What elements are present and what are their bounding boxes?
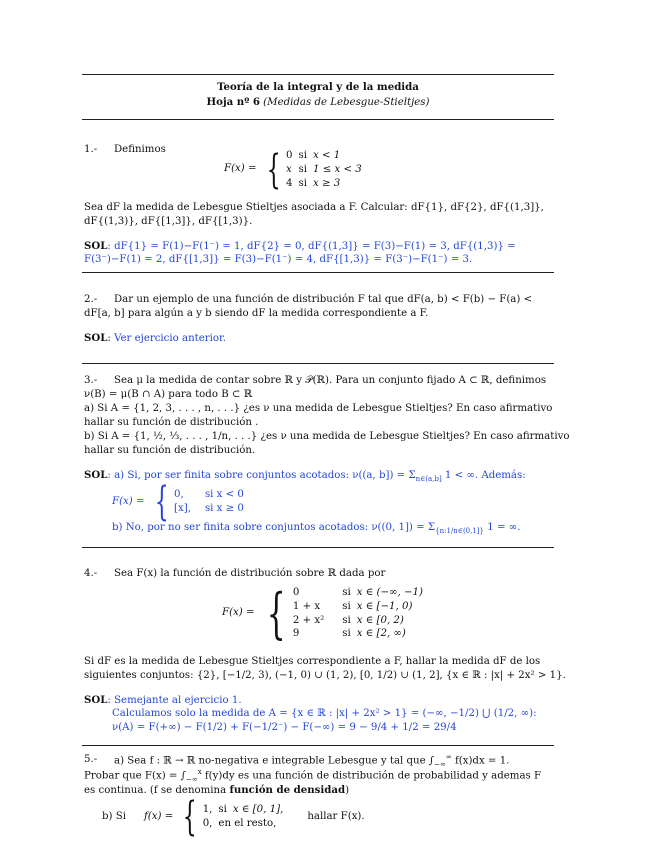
ex3-piecewise [112,479,250,525]
case-condition: si x ≥ 0 [204,503,244,514]
ex4-number: 4.- [84,568,98,579]
case-value: [x], [174,503,191,514]
case-si: si [342,614,351,626]
case-si: si [298,150,307,161]
ex5-text-1b: f(x)dx = 1. [451,755,510,767]
ex3-text-4: hallar su función de distribución . [84,417,259,428]
sol-label: SOL [84,694,108,706]
ex3-brace: { [154,479,169,525]
ex5-text-2b: f(y)dy es una función de distribución de probabilidad y ademas F [201,770,542,782]
case-row [293,600,429,614]
ex5-cases [203,803,290,831]
case-condition: si x < 0 [204,489,244,501]
ex5-fx: f(x) = [143,810,174,822]
header-top-rule [82,74,554,75]
ex3-text-3: a) Si A = {1, 2, 3, . . . , n, . . .} ¿es ν una medida de Lebesgue Stieltjes? En caso afirmativo [84,403,553,414]
ex5-text-3a: es continua. (f se denomina [84,785,230,796]
ex4-solution-3: ν(A) = F(+∞) − F(1/2) + F(−1/2⁻) − F(−∞) = 9 − 9/4 + 1/2 = 29/4 [112,722,457,733]
case-si: si [298,163,307,175]
ex5-text-3c: ) [345,785,350,796]
ex4-cases [293,586,429,641]
sheet-subtitle: (Medidas de Lebesgue-Stieltjes) [263,97,430,108]
ex5-number: 5.- [84,754,98,765]
ex5-int2-upper: x [197,768,202,776]
ex2-sol-text: Ver ejercicio anterior. [114,333,227,344]
ex5-b-label: b) Si [102,810,126,822]
ex4-text-1: Si dF es la medida de Lebesgue Stieltjes correspondiente a F, hallar la medida dF de los [84,656,541,667]
case-si: si [342,587,351,598]
case-row [174,502,250,516]
page-title: Teoría de la integral y de la medida [217,81,419,93]
case-row [203,803,290,817]
case-value: 0 [292,587,300,598]
ex5-brace: { [182,794,197,840]
ex3-text-5: b) Si A = {1, ½, ⅓, . . . , 1/n, . . .} ¿es ν una medida de Lebesgue Stieltjes? En caso afirmativo [84,431,570,442]
case-condition: x ≥ 3 [312,177,341,189]
ex3-sol-b-end: 1 = ∞. [484,522,521,533]
ex3-number: 3.- [84,375,98,386]
ex3-sol-a-end: 1 < ∞. Además: [441,470,526,481]
case-condition: x ∈ [0, 1], [232,804,284,816]
header-bottom-rule [82,119,554,120]
case-row [286,163,368,177]
ex2-text-1: Dar un ejemplo de una función de distribución F tal que dF(a, b) < F(b) − F(a) < [114,294,533,305]
ex4-rule [82,745,554,746]
ex3-text-6: hallar su función de distribución. [84,445,256,456]
ex1-cases [286,149,368,190]
ex3-sol-b: b) No, por no ser finita sobre conjuntos acotados: ν((0, 1]) = Σ [112,522,436,533]
ex2-solution: SOL: Ver ejercicio anterior. [84,332,227,344]
ex1-number: 1.- [84,144,98,155]
ex1-text-2: dF{(1,3)}, dF{[1,3]}, dF{[1,3)}. [84,216,253,227]
case-condition: x ∈ [2, ∞) [356,628,406,640]
case-value: 1, [202,804,213,816]
case-value: 0, [202,818,213,829]
ex4-piecewise [222,581,429,645]
sol-label: SOL [84,469,108,481]
ex1-piecewise [224,146,368,193]
ex3-sol-a: : a) Si, por ser finita sobre conjuntos acotados: ν((a, b]) = Σ [107,470,416,481]
case-si: si [342,628,351,640]
ex4-fx: F(x) = [222,607,255,619]
case-si: si [298,177,307,189]
ex5-text-2a: Probar que F(x) = ∫ [84,770,186,782]
sheet-line [82,95,554,110]
case-condition: x ∈ [0, 2) [356,614,404,626]
case-row [293,614,429,628]
ex3-sol-b-sub: {n:1/n∈(0,1]} [435,527,484,536]
case-value: 9 [292,628,300,640]
case-value: 4 [286,177,293,189]
ex4-sol-1: : Semejante al ejercicio 1. [107,695,242,706]
ex2-number: 2.- [84,294,98,305]
case-value: 0, [174,489,184,501]
ex1-brace: { [266,146,281,193]
ex5-part-b [102,794,365,840]
case-row [203,817,290,831]
ex4-brace: { [266,581,286,645]
ex3-sol-a-sub: n∈(a,b] [415,475,442,484]
ex3-cases [174,488,250,516]
case-row [293,627,429,641]
ex1-rule [82,272,554,273]
case-condition: x ∈ [−1, 0) [356,600,413,612]
case-condition: x < 1 [312,150,341,161]
case-row [286,177,368,191]
case-si: si [218,804,227,816]
case-condition: 1 ≤ x < 3 [312,163,362,175]
case-si: si [342,600,351,612]
ex4-solution-2: Calculamos solo la medida de A = {x ∈ ℝ : |x| + 2x² > 1} = (−∞, −1/2) ⋃ (1/2, ∞): [112,708,537,719]
case-condition: en el resto, [218,818,277,829]
ex1-sol-line-1: : dF{1} = F(1)−F(1⁻) = 1, dF{2} = 0, dF{(1,3]} = F(3)−F(1) = 3, dF{(1,3)} = [107,241,516,252]
ex1-solution-2: F(3⁻)−F(1) = 2, dF{[1,3]} = F(3)−F(1⁻) = 4, dF{[1,3)} = F(3⁻)−F(1⁻) = 3. [84,254,473,265]
ex5-text-3b: función de densidad [229,784,346,796]
ex1-text-1: Sea dF la medida de Lebesgue Stieltjes asociada a F. Calcular: dF{1}, dF{2}, dF{(1,3]}, [84,202,544,213]
ex3-solution-b [112,521,520,537]
ex5-int1-lower: −∞ [434,760,446,769]
ex4-text-2: siguientes conjuntos: {2}, [−1/2, 3), (−1, 0) ∪ (1, 2), [0, 1/2) ∪ (1, 2], {x ∈ ℝ : |x| + 2x² > 1}. [84,670,566,681]
ex1-intro: Definimos [114,144,166,155]
case-condition: x ∈ (−∞, −1) [356,587,423,598]
sol-label: SOL [84,332,108,344]
ex3-text-2: ν(B) = μ(B ∩ A) para todo B ⊂ ℝ [84,389,253,400]
ex1-fx: F(x) = [224,163,257,175]
ex5-b-end: hallar F(x). [307,810,365,822]
case-row [293,586,429,600]
sol-label: SOL [84,240,108,252]
case-value: 0 [286,150,293,161]
sheet-label: Hoja nº 6 [206,96,260,108]
ex2-rule [82,363,554,364]
ex5-int1-upper: ∞ [445,753,452,761]
ex3-rule [82,547,554,548]
ex3-fx: F(x) = [112,495,145,507]
ex5-text-1a: a) Sea f : ℝ → ℝ no-negativa e integrable Lebesgue y tal que ∫ [114,755,435,767]
case-value: 1 + x [292,600,321,612]
ex4-intro: Sea F(x) la función de distribución sobre ℝ dada por [114,568,386,579]
ex3-text-1: Sea μ la medida de contar sobre ℝ y 𝒫(ℝ). Para un conjunto fijado A ⊂ ℝ, definimos [114,375,547,386]
case-row [174,488,250,502]
case-value: 2 + x² [292,614,325,626]
ex5-int2-lower: −∞ [186,775,198,784]
ex2-text-2: dF[a, b] para algún a y b siendo dF la medida correspondiente a F. [84,308,429,319]
case-value: x [286,163,292,175]
case-row [286,149,368,163]
